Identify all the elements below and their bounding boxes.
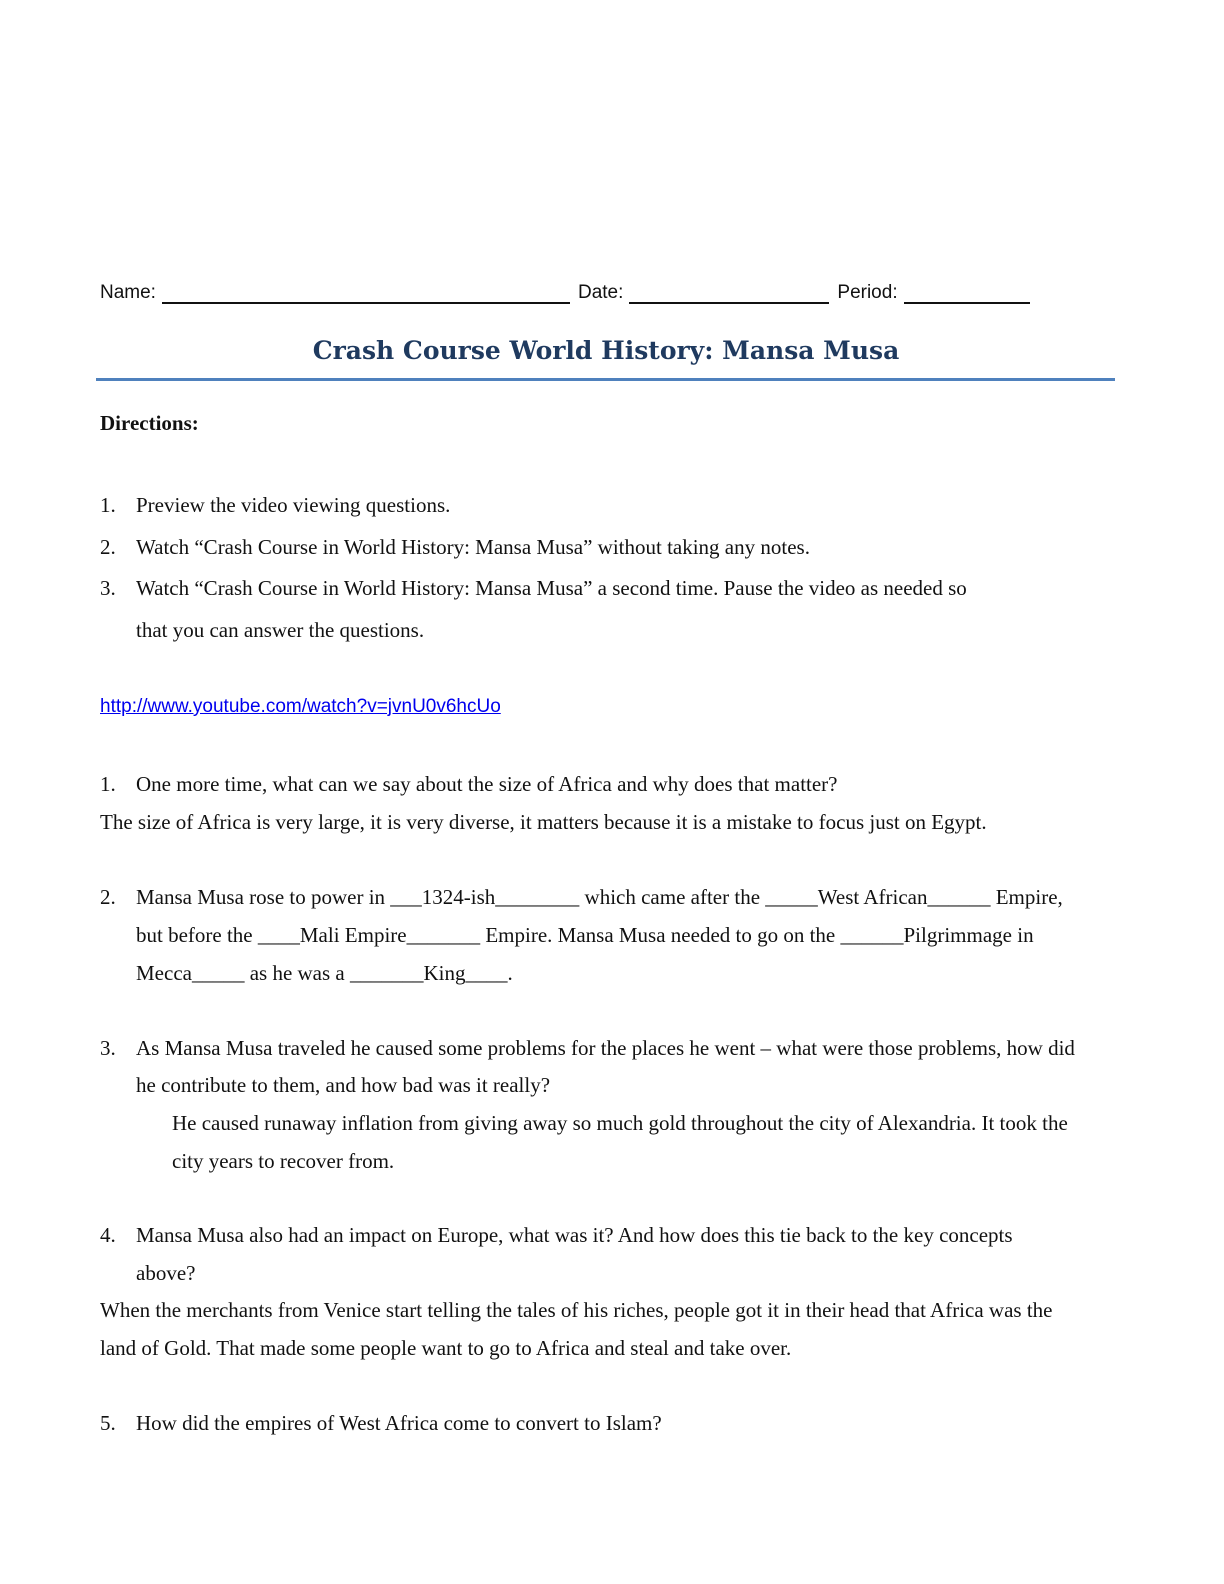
title-underline bbox=[96, 378, 1115, 381]
student-info-line bbox=[100, 282, 1030, 304]
answer-text: When the merchants from Venice start telling the tales of his riches, people got it in their head that Africa was the bbox=[100, 1298, 1053, 1322]
question-number: 2. bbox=[100, 885, 116, 909]
direction-step: Preview the video viewing questions. bbox=[136, 493, 451, 517]
question-text: As Mansa Musa traveled he caused some problems for the places he went – what were those problems, how did bbox=[136, 1036, 1075, 1060]
direction-step: Watch “Crash Course in World History: Mansa Musa” a second time. Pause the video as needed so bbox=[136, 576, 967, 600]
video-link[interactable]: http://www.youtube.com/watch?v=jvnU0v6hcUo bbox=[100, 696, 501, 717]
answer-text: The size of Africa is very large, it is very diverse, it matters because it is a mistake to focus just on Egypt. bbox=[100, 810, 987, 834]
question-number: 4. bbox=[100, 1223, 116, 1247]
period-field[interactable] bbox=[904, 284, 1030, 304]
question-text: Mansa Musa rose to power in ___1324-ish________ which came after the _____West African______ Empire, bbox=[136, 885, 1063, 909]
answer-text: city years to recover from. bbox=[172, 1149, 395, 1173]
question-text: How did the empires of West Africa come to convert to Islam? bbox=[136, 1411, 662, 1435]
question-number: 1. bbox=[100, 772, 116, 796]
direction-number: 1. bbox=[100, 493, 116, 517]
document-title: Crash Course World History: Mansa Musa bbox=[312, 336, 900, 365]
answer-text: land of Gold. That made some people want to go to Africa and steal and take over. bbox=[100, 1336, 792, 1360]
date-field[interactable] bbox=[629, 284, 829, 304]
direction-number: 3. bbox=[100, 576, 116, 600]
question-text: he contribute to them, and how bad was it really? bbox=[136, 1073, 551, 1097]
answer-text: He caused runaway inflation from giving away so much gold throughout the city of Alexandria. It took the bbox=[172, 1111, 1068, 1135]
direction-number: 2. bbox=[100, 535, 116, 559]
question-number: 3. bbox=[100, 1036, 116, 1060]
direction-step: Watch “Crash Course in World History: Mansa Musa” without taking any notes. bbox=[136, 535, 810, 559]
question-text: above? bbox=[136, 1261, 196, 1285]
question-text: Mecca_____ as he was a _______King____. bbox=[136, 961, 513, 985]
directions-heading: Directions: bbox=[100, 411, 199, 435]
period-label: Period: bbox=[837, 282, 898, 303]
date-label: Date: bbox=[577, 282, 624, 303]
name-field[interactable] bbox=[162, 284, 570, 304]
direction-step-continued: that you can answer the questions. bbox=[136, 618, 425, 642]
question-text: One more time, what can we say about the size of Africa and why does that matter? bbox=[136, 772, 838, 796]
question-number: 5. bbox=[100, 1411, 116, 1435]
question-text: but before the ____Mali Empire_______ Empire. Mansa Musa needed to go on the ______Pilgrimmage in bbox=[136, 923, 1034, 947]
name-label: Name: bbox=[100, 282, 156, 303]
question-text: Mansa Musa also had an impact on Europe, what was it? And how does this tie back to the key concepts bbox=[136, 1223, 1013, 1247]
